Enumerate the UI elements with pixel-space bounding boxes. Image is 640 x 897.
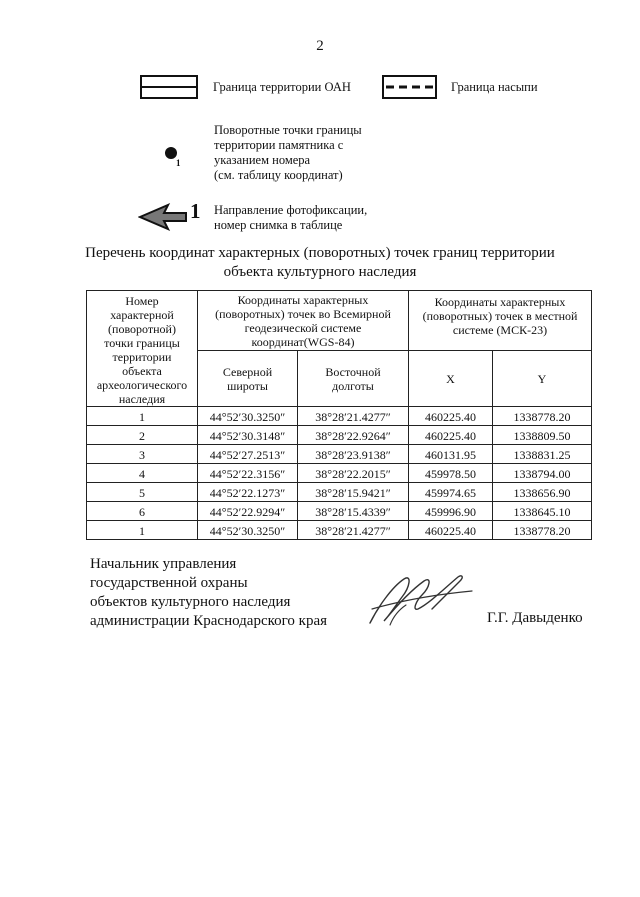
cell-lon: 38°28′21.4277″ xyxy=(298,521,409,540)
double-line-boundary-icon xyxy=(140,75,198,99)
arrow-left-icon xyxy=(138,202,188,232)
cell-y: 1338809.50 xyxy=(493,426,592,445)
header-msk: Координаты характерных (поворотных) точек в местной системе (МСК-23) xyxy=(409,291,592,351)
cell-y: 1338794.00 xyxy=(493,464,592,483)
legend-turning-points-text: Поворотные точки границы территории памятника с указанием номера (см. таблицу координат) xyxy=(214,123,362,182)
table-row xyxy=(87,521,592,540)
cell-y: 1338656.90 xyxy=(493,483,592,502)
cell-x: 460225.40 xyxy=(409,521,493,540)
cell-y: 1338778.20 xyxy=(493,521,592,540)
signature-position: Начальник управления государственной охраны объектов культурного наследия администрации Краснодарского края xyxy=(90,556,328,629)
cell-n: 2 xyxy=(87,426,198,445)
arrow-number: 1 xyxy=(190,199,201,223)
turning-point-marker xyxy=(160,123,210,183)
header-wgs: Координаты характерных (поворотных) точек во Всемирной геодезической системе координат(WGS-84) xyxy=(198,291,409,351)
cell-lon: 38°28′23.9138″ xyxy=(298,445,409,464)
header-x: X xyxy=(409,351,493,407)
legend-embankment-label: Граница насыпи xyxy=(451,80,538,94)
coordinates-table xyxy=(86,290,592,540)
cell-lon: 38°28′15.4339″ xyxy=(298,502,409,521)
legend-oan-boundary xyxy=(140,75,351,99)
point-marker-number: 1 xyxy=(176,158,181,168)
cell-lat: 44°52′30.3148″ xyxy=(198,426,298,445)
cell-lat: 44°52′22.9294″ xyxy=(198,502,298,521)
cell-n: 1 xyxy=(87,407,198,426)
table-row xyxy=(87,445,592,464)
cell-y: 1338778.20 xyxy=(493,407,592,426)
cell-lon: 38°28′15.9421″ xyxy=(298,483,409,502)
cell-n: 5 xyxy=(87,483,198,502)
handwritten-signature xyxy=(360,565,480,630)
table-title: Перечень координат характерных (поворотных) точек границ территории объекта культурного наследия xyxy=(85,245,555,280)
photo-direction-marker xyxy=(138,199,214,232)
cell-n: 3 xyxy=(87,445,198,464)
header-y: Y xyxy=(493,351,592,407)
cell-lat: 44°52′22.3156″ xyxy=(198,464,298,483)
legend-embankment-boundary xyxy=(382,75,538,99)
legend-photo-direction-text: Направление фотофиксации, номер снимка в таблице xyxy=(214,203,368,232)
cell-x: 460131.95 xyxy=(409,445,493,464)
cell-x: 460225.40 xyxy=(409,426,493,445)
cell-n: 6 xyxy=(87,502,198,521)
table-row xyxy=(87,407,592,426)
cell-n: 1 xyxy=(87,521,198,540)
legend-photo-direction xyxy=(138,199,368,233)
dashed-boundary-icon xyxy=(382,75,437,99)
cell-lat: 44°52′30.3250″ xyxy=(198,407,298,426)
table-row xyxy=(87,502,592,521)
cell-lat: 44°52′30.3250″ xyxy=(198,521,298,540)
header-lat: Северной широты xyxy=(198,351,298,407)
cell-n: 4 xyxy=(87,464,198,483)
cell-x: 460225.40 xyxy=(409,407,493,426)
cell-lon: 38°28′22.2015″ xyxy=(298,464,409,483)
cell-x: 459974.65 xyxy=(409,483,493,502)
legend-oan-label: Граница территории ОАН xyxy=(213,80,351,94)
cell-lon: 38°28′22.9264″ xyxy=(298,426,409,445)
table-row xyxy=(87,426,592,445)
signer-name: Г.Г. Давыденко xyxy=(487,610,583,626)
table-body xyxy=(87,407,592,540)
legend-turning-points xyxy=(160,123,362,183)
header-point-number: Номер характерной (поворотной) точки границы территории объекта археологического наследия xyxy=(87,291,198,407)
cell-lat: 44°52′22.1273″ xyxy=(198,483,298,502)
cell-lat: 44°52′27.2513″ xyxy=(198,445,298,464)
cell-x: 459978.50 xyxy=(409,464,493,483)
table-row xyxy=(87,464,592,483)
cell-y: 1338831.25 xyxy=(493,445,592,464)
cell-lon: 38°28′21.4277″ xyxy=(298,407,409,426)
cell-x: 459996.90 xyxy=(409,502,493,521)
page-number: 2 xyxy=(316,38,324,54)
table-row xyxy=(87,483,592,502)
header-lon: Восточной долготы xyxy=(298,351,409,407)
cell-y: 1338645.10 xyxy=(493,502,592,521)
